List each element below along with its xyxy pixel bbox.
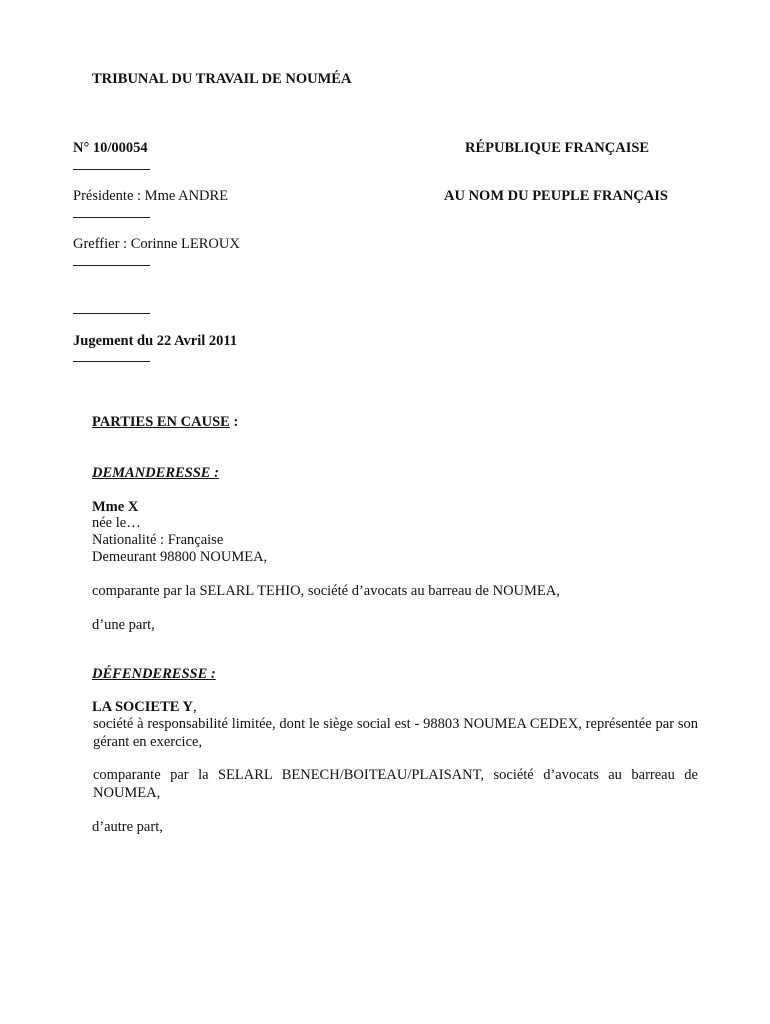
plaintiff-name: Mme X — [92, 499, 139, 515]
separator-rule — [73, 217, 150, 218]
defendant-label: DÉFENDERESSE : — [92, 666, 216, 682]
plaintiff-closing: d’une part, — [92, 617, 155, 633]
plaintiff-born: née le… — [92, 515, 141, 531]
defendant-counsel: comparante par la SELARL BENECH/BOITEAU/PLAISANT, société d’avocats au barreau de NOUMEA, — [93, 767, 698, 801]
court-title: TRIBUNAL DU TRAVAIL DE NOUMÉA — [92, 71, 352, 87]
defendant-closing: d’autre part, — [92, 819, 163, 835]
case-number: N° 10/00054 — [73, 140, 148, 156]
defendant-name: LA SOCIETE Y — [92, 699, 193, 715]
clerk-line: Greffier : Corinne LEROUX — [73, 236, 240, 252]
parties-heading-suffix: : — [229, 414, 239, 430]
separator-rule — [73, 361, 150, 362]
plaintiff-address: Demeurant 98800 NOUMEA, — [92, 549, 268, 565]
separator-rule — [73, 169, 150, 170]
judgment-date: Jugement du 22 Avril 2011 — [73, 333, 238, 349]
parties-heading-text: PARTIES EN CAUSE — [92, 414, 230, 430]
plaintiff-counsel: comparante par la SELARL TEHIO, société d’avocats au barreau de NOUMEA, — [92, 583, 560, 599]
separator-rule — [73, 313, 150, 314]
defendant-description: société à responsabilité limitée, dont le siège social est - 98803 NOUMEA CEDEX, représentée par son gérant en exercice, — [93, 716, 698, 750]
president-line: Présidente : Mme ANDRE — [73, 188, 229, 204]
defendant-name-suffix: , — [193, 699, 197, 715]
parties-heading — [92, 413, 238, 431]
plaintiff-label: DEMANDERESSE : — [92, 465, 219, 481]
plaintiff-nationality: Nationalité : Française — [92, 532, 224, 548]
in-the-name-heading: AU NOM DU PEUPLE FRANÇAIS — [444, 188, 668, 204]
republic-heading: RÉPUBLIQUE FRANÇAISE — [465, 140, 650, 156]
separator-rule — [73, 265, 150, 266]
defendant-name-line — [92, 698, 197, 716]
